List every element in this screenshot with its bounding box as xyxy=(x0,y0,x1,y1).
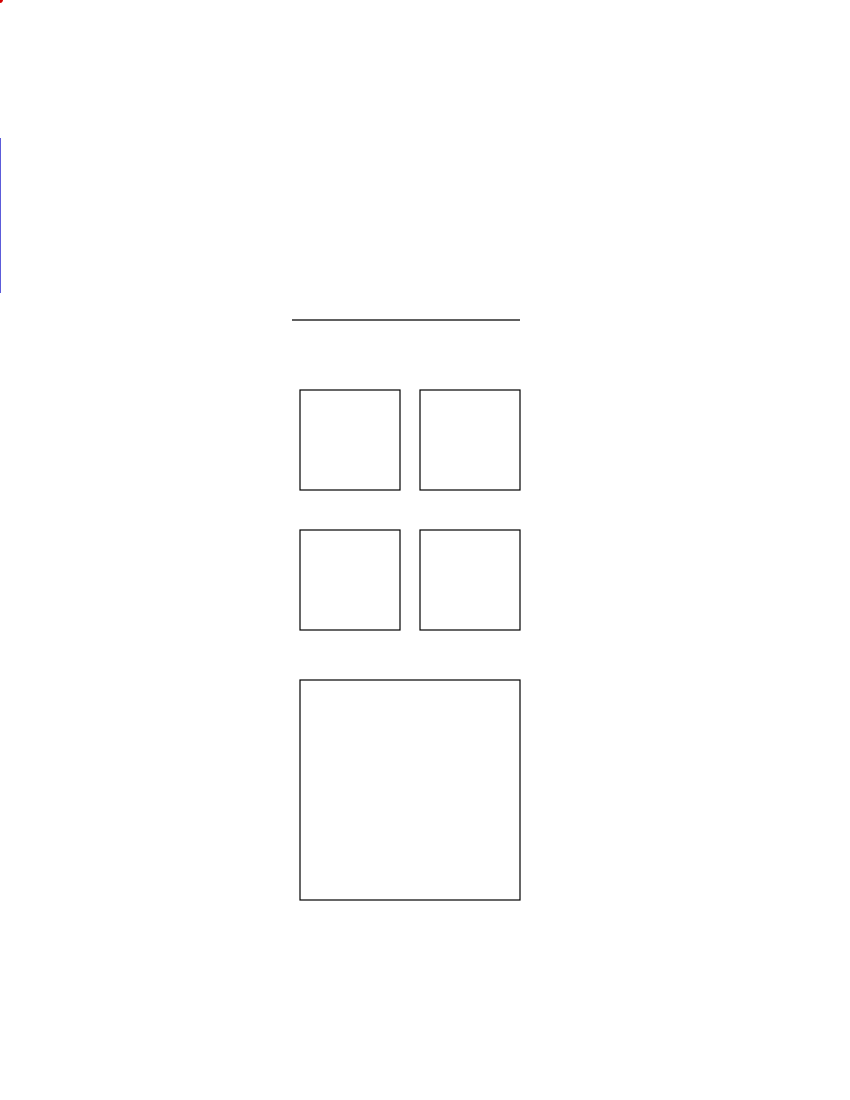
particle-motion-panels xyxy=(300,530,520,630)
waveform-panel-left xyxy=(300,390,400,490)
particle-motion-panel-right xyxy=(420,530,520,630)
seismogram-panel xyxy=(0,138,520,320)
waveform-panels xyxy=(300,390,520,490)
best-fit-marker xyxy=(0,0,3,3)
particle-motion-panel-left xyxy=(300,530,400,630)
misfit-background xyxy=(300,680,520,900)
waveform-panel-right xyxy=(420,390,520,490)
